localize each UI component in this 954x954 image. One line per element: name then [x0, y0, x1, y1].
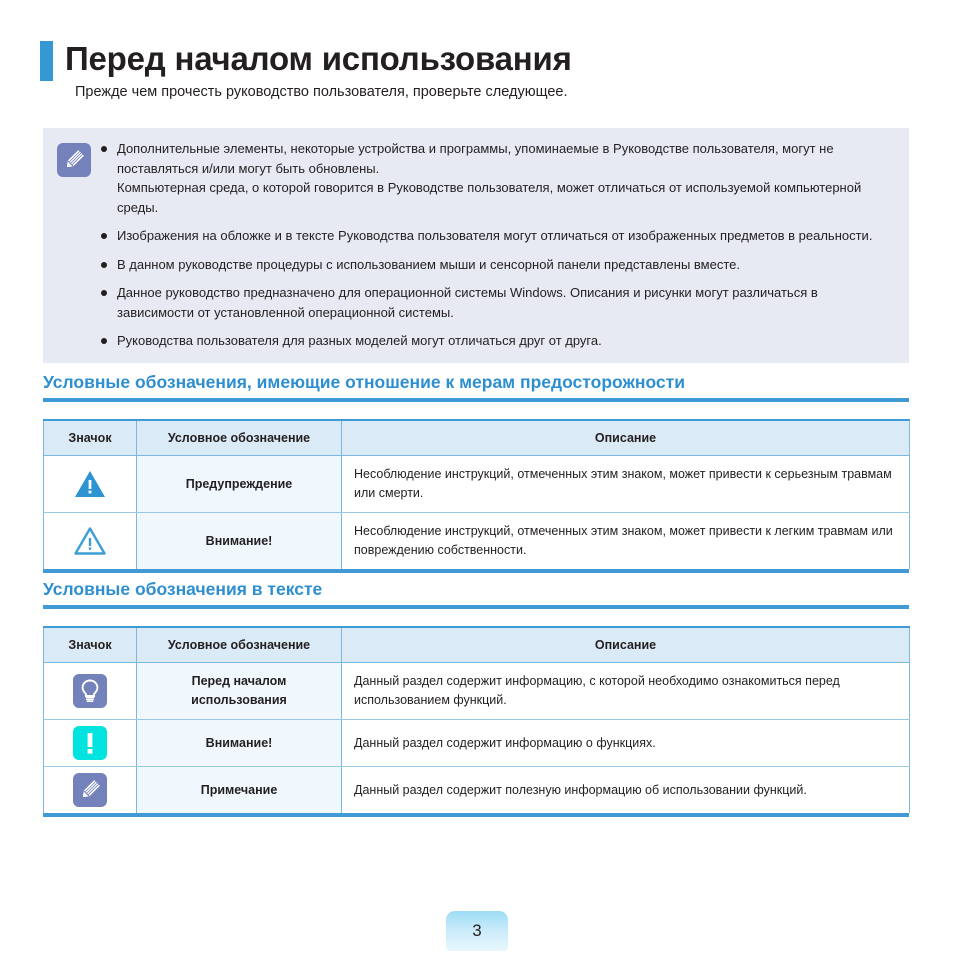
- page-title: Перед началом использования: [65, 40, 572, 77]
- table-row: [44, 456, 910, 513]
- note-bullet-list: [101, 139, 893, 351]
- title-accent-bar: [40, 41, 53, 81]
- bullet-text: Данное руководство предназначено для операционной системы Windows. Описания и рисунки могут различаться в зависимости от установленной операционной системы.: [117, 285, 818, 320]
- symbol-name: Предупреждение: [137, 456, 342, 513]
- list-item: [101, 255, 893, 275]
- lightbulb-icon: [44, 663, 137, 720]
- safety-symbols-table: [43, 419, 910, 569]
- column-header-symbol: Условное обозначение: [137, 420, 342, 456]
- bullet-text: Изображения на обложке и в тексте Руководства пользователя могут отличаться от изображенных предметов в реальности.: [117, 228, 873, 243]
- table-row: [44, 663, 910, 720]
- list-item: [101, 283, 893, 322]
- bullet-dot-icon: [101, 338, 107, 344]
- page-title-row: [40, 38, 572, 81]
- column-header-description: Описание: [342, 420, 910, 456]
- bullet-dot-icon: [101, 233, 107, 239]
- bullet-text: Руководства пользователя для разных моделей могут отличаться друг от друга.: [117, 333, 602, 348]
- symbol-description: Данный раздел содержит информацию, с которой необходимо ознакомиться перед использованием функций.: [342, 663, 910, 720]
- column-header-symbol: Условное обозначение: [137, 627, 342, 663]
- text-symbols-table: [43, 626, 910, 813]
- note-pencil-icon: [44, 767, 137, 814]
- symbol-name: Перед началом использования: [137, 663, 342, 720]
- table-header-row: [44, 627, 910, 663]
- table-row: [44, 767, 910, 814]
- page-subtitle: Прежде чем прочесть руководство пользователя, проверьте следующее.: [75, 84, 568, 100]
- section-safety-symbols: [43, 371, 909, 573]
- section-heading: Условные обозначения, имеющие отношение к мерам предосторожности: [43, 372, 685, 392]
- warning-triangle-filled-icon: [44, 456, 137, 513]
- bullet-text: В данном руководстве процедуры с использованием мыши и сенсорной панели представлены вместе.: [117, 256, 741, 272]
- section-heading: Условные обозначения в тексте: [43, 579, 323, 599]
- section-underline: [43, 398, 909, 402]
- list-item: [101, 331, 893, 351]
- symbol-name: Внимание!: [137, 720, 342, 767]
- bullet-dot-icon: [101, 146, 107, 152]
- page-number-badge: 3: [446, 911, 508, 951]
- exclamation-box-icon: [44, 720, 137, 767]
- list-item: [101, 226, 893, 246]
- bullet-dot-icon: [101, 262, 107, 268]
- symbol-description: Данный раздел содержит информацию о функциях.: [342, 720, 910, 767]
- bullet-extra: Компьютерная среда, о которой говорится в Руководстве пользователя, может отличаться от используемой компьютерной среды.: [117, 180, 862, 215]
- note-pencil-icon: [57, 143, 91, 177]
- caution-triangle-outline-icon: [44, 513, 137, 570]
- bullet-main: Дополнительные элементы, некоторые устройства и программы, упоминаемые в Руководстве пользователя, могут не поставляться и/или могут быть обновлены.: [117, 141, 834, 176]
- list-item: [101, 139, 893, 217]
- symbol-description: Данный раздел содержит полезную информацию об использовании функций.: [342, 767, 910, 814]
- bullet-text: [117, 139, 893, 217]
- symbol-name: Внимание!: [137, 513, 342, 570]
- symbol-description: Несоблюдение инструкций, отмеченных этим знаком, может привести к серьезным травмам или смерти.: [342, 456, 910, 513]
- symbol-name: Примечание: [137, 767, 342, 814]
- column-header-icon: Значок: [44, 420, 137, 456]
- table-row: [44, 720, 910, 767]
- bullet-dot-icon: [101, 290, 107, 296]
- section-underline: [43, 605, 909, 609]
- column-header-description: Описание: [342, 627, 910, 663]
- table-header-row: [44, 420, 910, 456]
- symbol-description: Несоблюдение инструкций, отмеченных этим знаком, может привести к легким травмам или повреждению собственности.: [342, 513, 910, 570]
- table-row: [44, 513, 910, 570]
- table-bottom-rule: [43, 813, 909, 817]
- note-box: [43, 128, 909, 363]
- table-bottom-rule: [43, 569, 909, 573]
- section-text-symbols: [43, 578, 909, 817]
- column-header-icon: Значок: [44, 627, 137, 663]
